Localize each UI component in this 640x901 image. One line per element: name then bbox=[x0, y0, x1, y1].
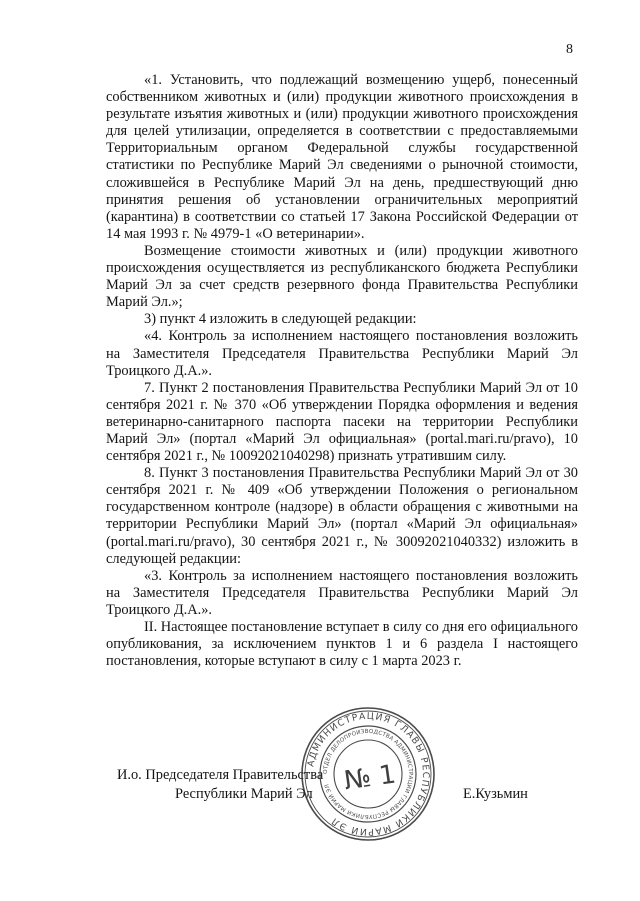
seal-center-number: № 1 bbox=[342, 759, 398, 797]
paragraph-3: 3) пункт 4 изложить в следующей редакции: bbox=[144, 311, 417, 328]
paragraph-2: Возмещение стоимости животных и (или) продукции животного происхождения осуществляется из республиканского бюджета Республики Марий Эл за счет средств резервного фонда Правительства Республики Марий Эл.»; bbox=[106, 242, 578, 311]
signatory-name: Е.Кузьмин bbox=[463, 786, 528, 802]
paragraph-1: «1. Установить, что подлежащий возмещению ущерб, понесенный собственником животных и (или) продукции животного происхождения в результате изъятия животных и (или) продукции животного происхождения для целей утилизации, определяется в соответствии с предоставляемыми Территориальным органом Федеральной службы государственной статистики по Республике Марий Эл сведениями о рыночной стоимости, сложившейся в Республике Марий Эл на день, предшествующий дню принятия решения об установлении ограничительных мероприятий (карантина) в соответствии со статьей 17 Закона Российской Федерации от 14 мая 1993 г. № 4979-1 «О ветеринарии». bbox=[106, 72, 578, 242]
paragraph-5: 7. Пункт 2 постановления Правительства Республики Марий Эл от 10 сентября 2021 г. № 370 «Об утверждении Порядка оформления и ведения ветеринарно-санитарного паспорта пасеки на территории Республики Марий Эл» (портал «Марий Эл официальная» (portal.mari.ru/pravo), 10 сентября 2021 г., № 10092021040298) признать утратившим силу. bbox=[106, 379, 578, 465]
official-seal-stamp bbox=[298, 704, 438, 844]
paragraph-7: «3. Контроль за исполнением настоящего постановления возложить на Заместителя Председателя Правительства Республики Марий Эл Троицкого Д.А.». bbox=[106, 567, 578, 618]
signatory-title-line-2: Республики Марий Эл bbox=[175, 786, 313, 802]
paragraph-4: «4. Контроль за исполнением настоящего постановления возложить на Заместителя Председателя Правительства Республики Марий Эл Троицкого Д.А.». bbox=[106, 328, 578, 379]
page-number: 8 bbox=[566, 42, 573, 57]
paragraph-6: 8. Пункт 3 постановления Правительства Республики Марий Эл от 30 сентября 2021 г. № 409 «Об утверждении Положения о региональном государственном контроле (надзоре) в области обращения с животными на территории Республики Марий Эл» (портал «Марий Эл официальная» (portal.mari.ru/pravo), 30 сентября 2021 г., № 30092021040332) изложить в следующей редакции: bbox=[106, 465, 578, 567]
seal-graphic bbox=[298, 704, 438, 844]
seal-outer-text: АДМИНИСТРАЦИЯ ГЛАВЫ РЕСПУБЛИКИ МАРИЙ ЭЛ bbox=[305, 710, 432, 838]
seal-inner-text: ОТДЕЛ ДЕЛОПРОИЗВОДСТВА АДМИНИСТРАЦИИ ГЛАВЫ РЕСПУБЛИКИ МАРИЙ ЭЛ bbox=[322, 728, 414, 820]
document-body bbox=[106, 72, 578, 670]
paragraph-8: II. Настоящее постановление вступает в силу со дня его официального опубликования, за исключением пунктов 1 и 6 раздела I настоящего постановления, которые вступают в силу с 1 марта 2023 г. bbox=[106, 619, 578, 670]
signatory-title-line-1: И.о. Председателя Правительства bbox=[117, 767, 324, 783]
